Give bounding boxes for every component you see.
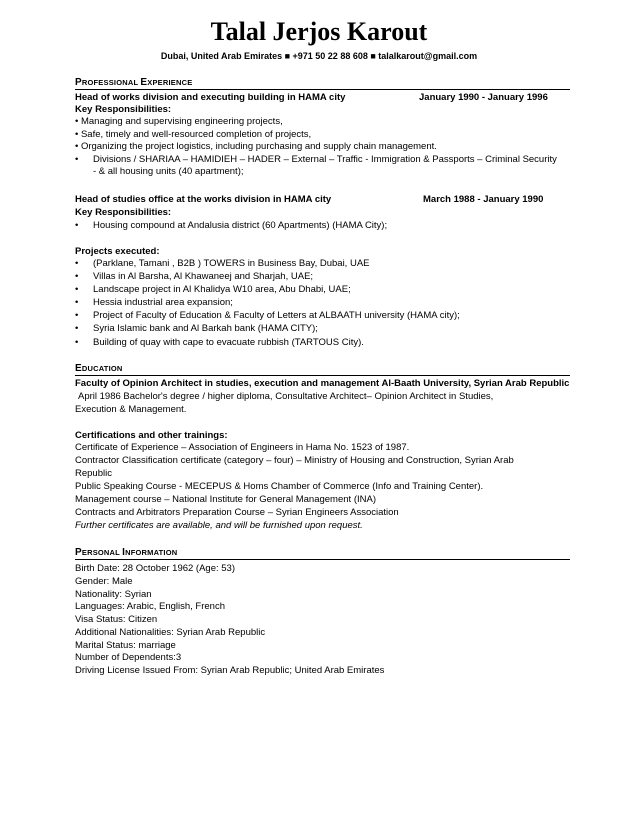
contact-line: Dubai, United Arab Emirates ■ +971 50 22 88 608 ■ talalkarout@gmail.com xyxy=(160,51,478,61)
certification-item: Republic xyxy=(75,468,112,479)
personal-info-line: Marital Status: marriage xyxy=(75,640,176,651)
list-item: Landscape project in Al Khalidya W10 area, Abu Dhabi, UAE; xyxy=(93,284,351,295)
bullet: • xyxy=(75,323,79,334)
section-divider xyxy=(75,375,570,376)
degree-title: Faculty of Opinion Architect in studies, execution and management Al-Baath University, Syrian Arab Republic xyxy=(75,378,570,389)
heading-rest: ERSONAL xyxy=(81,548,123,557)
personal-info-line: Visa Status: Citizen xyxy=(75,614,158,625)
bullet: • xyxy=(75,220,79,231)
list-item: • Organizing the project logistics, including purchasing and supply chain management. xyxy=(75,141,437,152)
key-responsibilities-label: Key Responsibilities: xyxy=(75,207,172,218)
list-item: Building of quay with cape to evacuate rubbish (TARTOUS City). xyxy=(93,337,364,348)
list-item: (Parklane, Tamani , B2B ) TOWERS in Business Bay, Dubai, UAE xyxy=(93,258,370,269)
personal-info-line: Additional Nationalities: Syrian Arab Republic xyxy=(75,627,266,638)
certification-item: Contracts and Arbitrators Preparation Course – Syrian Engineers Association xyxy=(75,507,399,518)
personal-info-line: Birth Date: 28 October 1962 (Age: 53) xyxy=(75,563,236,574)
bullet: • xyxy=(75,337,79,348)
list-item: • Safe, timely and well-resourced completion of projects, xyxy=(75,129,312,140)
list-item: Divisions / SHARIAA – HAMIDIEH – HADER – External – Traffic - Immigration & Passports – Criminal Security xyxy=(93,154,557,165)
personal-info-line: Nationality: Syrian xyxy=(75,589,152,600)
list-item: Hessia industrial area expansion; xyxy=(93,297,233,308)
bullet: • xyxy=(75,154,79,165)
personal-info-line: Gender: Male xyxy=(75,576,133,587)
projects-label: Projects executed: xyxy=(75,246,160,257)
degree-line: Execution & Management. xyxy=(75,404,187,415)
section-heading-personal xyxy=(75,547,177,559)
personal-info-line: Driving License Issued From: Syrian Arab Republic; United Arab Emirates xyxy=(75,665,385,676)
certification-item: Contractor Classification certificate (category – four) – Ministry of Housing and Construction, Syrian Arab xyxy=(75,455,514,466)
heading-cap: E xyxy=(75,363,82,374)
job-title-1: Head of works division and executing building in HAMA city xyxy=(75,92,346,103)
list-item: Project of Faculty of Education & Faculty of Letters at ALBAATH university (HAMA city); xyxy=(93,310,460,321)
heading-cap: P xyxy=(75,547,82,558)
heading-rest: NFORMATION xyxy=(125,548,178,557)
candidate-name: Talal Jerjos Karout xyxy=(210,17,428,46)
bullet: • xyxy=(75,284,79,295)
job-dates-2: March 1988 - January 1990 xyxy=(423,194,544,205)
bullet: • xyxy=(75,258,79,269)
heading-cap: P xyxy=(75,77,82,88)
heading-cap: E xyxy=(140,77,148,88)
list-item-continuation: - & all housing units (40 apartment); xyxy=(93,166,244,177)
bullet: • xyxy=(75,310,79,321)
section-heading-experience xyxy=(75,77,192,89)
certification-item: Management course – National Institute for General Management (INA) xyxy=(75,494,376,505)
job-title-2: Head of studies office at the works division in HAMA city xyxy=(75,194,332,205)
list-item: Housing compound at Andalusia district (60 Apartments) (HAMA City); xyxy=(93,220,388,231)
bullet: • xyxy=(75,271,79,282)
section-heading-education xyxy=(75,363,123,375)
personal-info-line: Number of Dependents:3 xyxy=(75,652,182,663)
section-divider xyxy=(75,559,570,560)
section-divider xyxy=(75,89,570,90)
heading-rest: DUCATION xyxy=(81,364,123,373)
certification-item: Certificate of Experience – Association of Engineers in Hama No. 1523 of 1987. xyxy=(75,442,410,453)
degree-line: April 1986 Bachelor's degree / higher diploma, Consultative Architect– Opinion Architect in Studies, xyxy=(78,391,494,402)
heading-rest: ROFESSIONAL xyxy=(81,78,141,87)
job-dates-1: January 1990 - January 1996 xyxy=(419,92,548,103)
certifications-label: Certifications and other trainings: xyxy=(75,430,228,441)
certification-item: Public Speaking Course - MECEPUS & Homs Chamber of Commerce (Info and Training Center). xyxy=(75,481,484,492)
list-item: • Managing and supervising engineering projects, xyxy=(75,116,283,127)
key-responsibilities-label: Key Responsibilities: xyxy=(75,104,172,115)
list-item: Syria Islamic bank and Al Barkah bank (HAMA CITY); xyxy=(93,323,318,334)
personal-info-line: Languages: Arabic, English, French xyxy=(75,601,225,612)
heading-rest: XPERIENCE xyxy=(147,78,193,87)
certificates-note: Further certificates are available, and will be furnished upon request. xyxy=(75,520,363,531)
bullet: • xyxy=(75,297,79,308)
heading-cap: I xyxy=(122,547,126,558)
list-item: Villas in Al Barsha, Al Khawaneej and Sharjah, UAE; xyxy=(93,271,314,282)
